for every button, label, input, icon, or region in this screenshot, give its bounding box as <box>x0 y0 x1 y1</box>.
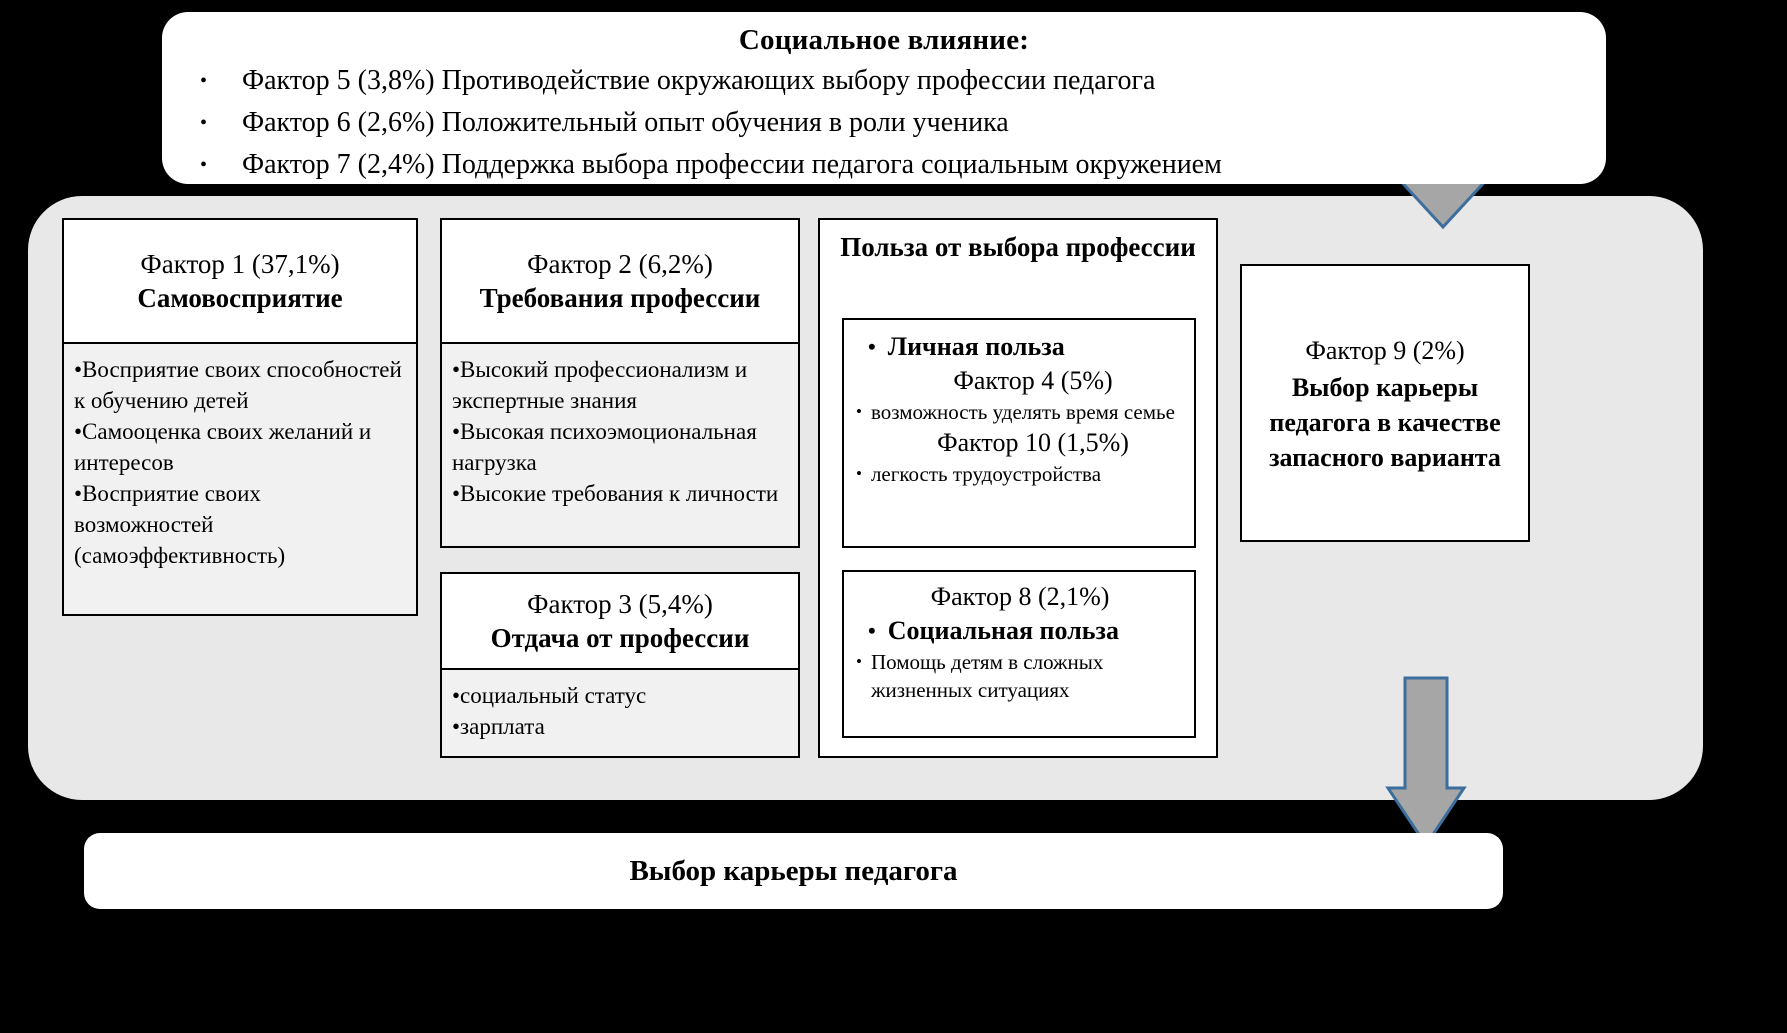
factor-8-code: Фактор 8 (2,1%) <box>930 582 1110 611</box>
factor-3-code: Фактор 3 (5,4%) <box>527 589 713 619</box>
social-influence-item <box>180 102 1588 144</box>
factor-2-body <box>442 344 798 546</box>
social-benefit-item-label: Помощь детям в сложных жизненных ситуациях <box>870 650 1104 702</box>
social-benefit-heading: Социальная польза <box>887 616 1119 645</box>
bullet-icon: • <box>200 154 208 176</box>
factor-3-title: Отдача от профессии <box>490 623 750 653</box>
factor-3-item: •зарплата <box>452 714 545 739</box>
factor-1-card <box>62 218 418 616</box>
factor-10-code: Фактор 10 (1,5%) <box>937 428 1129 457</box>
factor-2-item: •Высокая психоэмоциональная нагрузка <box>452 419 757 475</box>
social-influence-title: Социальное влияние: <box>738 24 1030 56</box>
factor-1-item: •Самооценка своих желаний и интересов <box>74 419 372 475</box>
personal-benefit-item <box>856 460 1184 488</box>
factor-9-card <box>1240 264 1530 542</box>
factor-9-title: Выбор карьеры педагога в качестве запасного варианта <box>1269 372 1501 472</box>
social-influence-item-label: Фактор 7 (2,4%) Поддержка выбора профессии педагога социальным окружением <box>242 149 1222 180</box>
personal-benefit-heading: Личная польза <box>887 332 1065 361</box>
personal-benefit-item-label: возможность уделять время семье <box>870 400 1175 424</box>
factor-2-code: Фактор 2 (6,2%) <box>527 249 713 279</box>
social-benefit-heading-row <box>856 614 1184 648</box>
bullet-icon: • <box>856 464 862 483</box>
factor-1-body <box>64 344 416 614</box>
benefit-card <box>818 218 1218 758</box>
factor-2-header <box>442 220 798 344</box>
social-influence-item <box>180 144 1588 186</box>
bullet-icon: • <box>856 402 862 421</box>
factor-3-card <box>440 572 800 758</box>
bullet-icon: • <box>200 70 208 92</box>
arrow-down-icon <box>1385 676 1467 848</box>
factor-2-card <box>440 218 800 548</box>
factor-1-code: Фактор 1 (37,1%) <box>140 249 340 279</box>
factor-1-header <box>64 220 416 344</box>
social-benefit-box <box>842 570 1196 738</box>
social-benefit-item <box>856 648 1184 704</box>
factor-9-code: Фактор 9 (2%) <box>1305 335 1465 365</box>
social-influence-item <box>180 60 1588 102</box>
personal-benefit-item-label: легкость трудоустройства <box>870 462 1102 486</box>
factor-2-item: •Высокий профессионализм и экспертные знания <box>452 357 748 413</box>
bullet-icon: • <box>856 652 862 671</box>
personal-benefit-box <box>842 318 1196 548</box>
bullet-icon: • <box>200 112 208 134</box>
benefit-title: Польза от выбора профессии <box>840 232 1196 262</box>
personal-benefit-heading-row <box>856 330 1184 364</box>
result-bar <box>84 833 1503 909</box>
bullet-icon: • <box>868 618 876 643</box>
social-influence-item-label: Фактор 6 (2,6%) Положительный опыт обучения в роли ученика <box>242 107 1009 138</box>
factor-2-item: •Высокие требования к личности <box>452 481 779 506</box>
factor-3-header <box>442 574 798 670</box>
factor-3-body <box>442 670 798 756</box>
factor-2-title: Требования профессии <box>479 283 761 313</box>
factor-3-item: •социальный статус <box>452 683 647 708</box>
factor-1-item: •Восприятие своих способностей к обучению детей <box>74 357 402 413</box>
result-label: Выбор карьеры педагога <box>629 854 958 887</box>
social-influence-item-label: Фактор 5 (3,8%) Противодействие окружающих выбору профессии педагога <box>242 65 1156 96</box>
bullet-icon: • <box>868 334 876 359</box>
personal-benefit-item <box>856 398 1184 426</box>
factor-1-title: Самовосприятие <box>137 283 343 313</box>
factor-1-item: •Восприятие своих возможностей (самоэффективность) <box>74 481 286 568</box>
social-influence-box <box>162 12 1606 184</box>
factor-4-code: Фактор 4 (5%) <box>953 366 1113 395</box>
